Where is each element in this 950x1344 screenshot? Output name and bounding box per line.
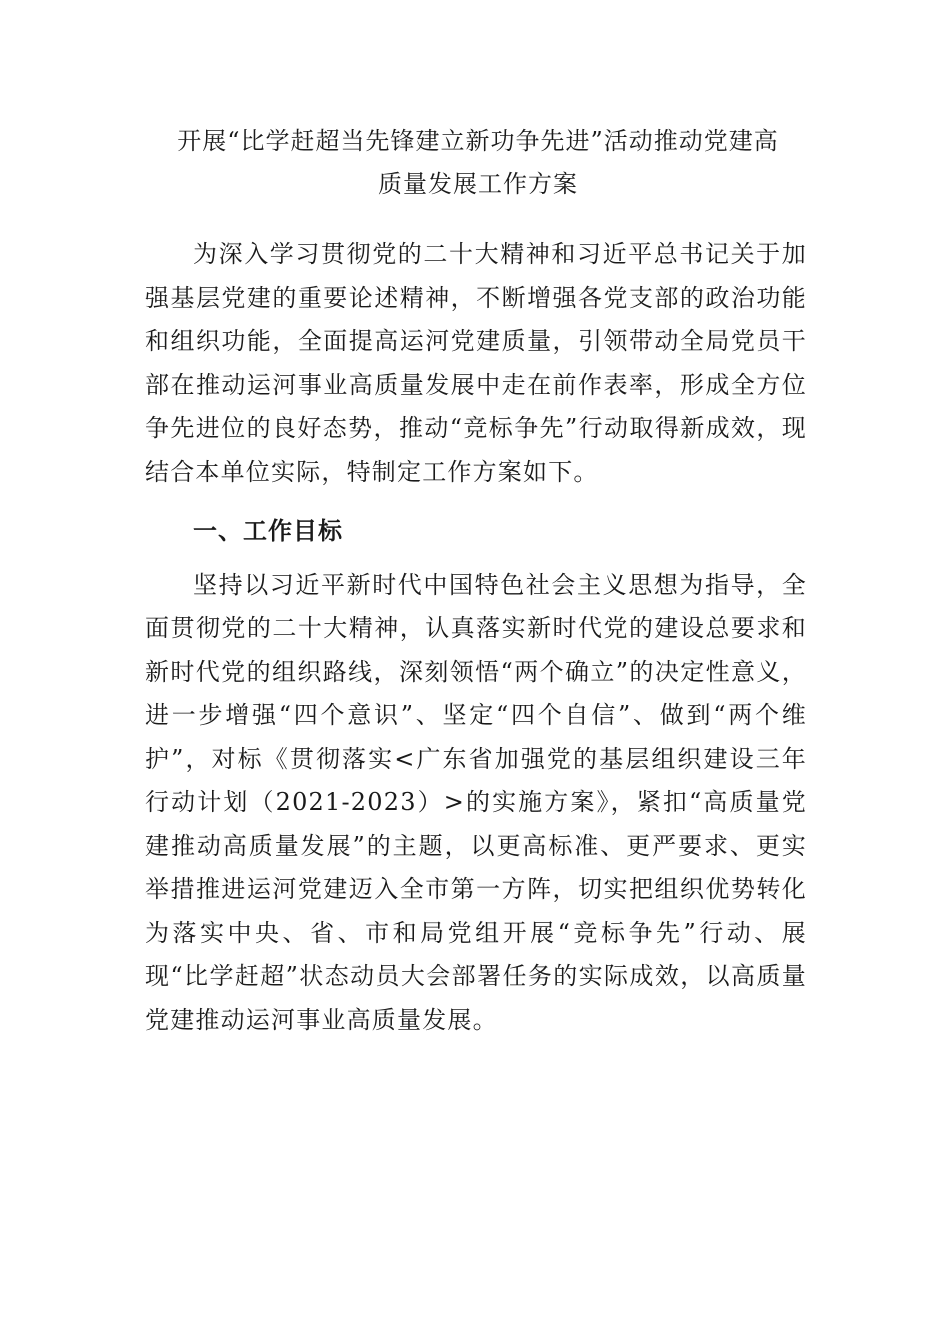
document-page xyxy=(145,120,807,1042)
title-line-1: 开展“比学赶超当先锋建立新功争先进”活动推动党建高 xyxy=(177,127,779,155)
document-title xyxy=(145,120,811,206)
intro-paragraph: 为深入学习贯彻党的二十大精神和习近平总书记关于加强基层党建的重要论述精神，不断增强各党支部的政治功能和组织功能，全面提高运河党建质量，引领带动全局党员干部在推动运河事业高质量发展中走在前作表率，形成全方位争先进位的良好态势，推动“竞标争先”行动取得新成效，现结合本单位实际，特制定工作方案如下。 xyxy=(145,240,807,486)
section-heading-goals: 一、工作目标 xyxy=(193,517,343,545)
title-line-2: 质量发展工作方案 xyxy=(378,170,578,198)
goals-paragraph: 坚持以习近平新时代中国特色社会主义思想为指导，全面贯彻党的二十大精神，认真落实新时代党的建设总要求和新时代党的组织路线，深刻领悟“两个确立”的决定性意义，进一步增强“四个意识”、坚定“四个自信”、做到“两个维护”，对标《贯彻落实<广东省加强党的基层组织建设三年行动计划（2021-2023）>的实施方案》，紧扣“高质量党建推动高质量发展”的主题，以更高标准、更严要求、更实举措推进运河党建迈入全市第一方阵，切实把组织优势转化为落实中央、省、市和局党组开展“竞标争先”行动、展现“比学赶超”状态动员大会部署任务的实际成效，以高质量党建推动运河事业高质量发展。 xyxy=(145,570,807,1034)
